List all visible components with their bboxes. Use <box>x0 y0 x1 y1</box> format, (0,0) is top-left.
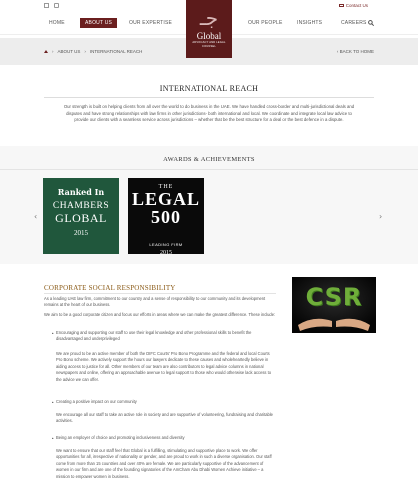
intro-text: Our strength is built on helping clients from all over the world to do business in the UAE. We have handled cross-border and multi-jurisdictional deals and disputes and have strong relationships with law firms in other jurisdictions- both international and local. We coordinate and integrate local law advice to provide our clients with a seamless service across jurisdictions – whether that be the best structure for a deal or the best defence in a dispute. <box>63 104 355 123</box>
bullet-icon: • <box>52 331 54 336</box>
breadcrumb-current: INTERNATIONAL REACH <box>89 49 143 54</box>
csr-bullet: Being an employer of choice and promoting inclusiveness and diversity <box>56 435 185 440</box>
chevron-left-icon: ‹ <box>336 49 340 54</box>
bullet-icon: • <box>52 400 54 405</box>
nav-about-us[interactable]: ABOUT US <box>80 18 117 28</box>
csr-image-text: CSR <box>305 283 363 311</box>
breadcrumb-about-us[interactable]: ABOUT US <box>57 49 81 54</box>
legal-500-award[interactable] <box>128 178 204 254</box>
award-line: Ranked In <box>57 187 105 197</box>
csr-heading: CORPORATE SOCIAL RESPONSIBILITY <box>44 284 176 292</box>
divider <box>44 293 276 294</box>
award-year: 2015 <box>160 250 172 256</box>
bullet-icon: • <box>52 436 54 441</box>
contact-us-label: Contact Us <box>345 3 368 8</box>
breadcrumb <box>44 49 142 54</box>
awards-heading: AWARDS & ACHIEVEMENTS <box>163 156 255 163</box>
csr-paragraph: We encourage all our staff to take an active role in society and are supportive of volunteering, fundraising and charitable activities. <box>56 412 273 424</box>
carousel-prev-icon[interactable]: ‹ <box>34 212 38 221</box>
csr-image <box>292 277 376 333</box>
global-logo[interactable] <box>186 0 232 58</box>
csr-paragraph: We want to ensure that our staff feel that Global is a fulfilling, stimulating and supportive place to work. We offer opportunities for all, irrespective of nationality or gender, and are proud to work in such a diverse organisation. Our staff come from more than 15 countries and over 40% are female. We are particularly supportive of the advancement of women in our firm and are one of the founding signatories of the AmCham Abu Dhabi Women Achieve initiative – a mission to empower women in business. <box>56 448 272 479</box>
awards-section <box>0 146 418 264</box>
divider <box>0 169 418 170</box>
back-to-home-label: BACK TO HOME <box>339 49 374 54</box>
back-to-home-link[interactable] <box>337 49 374 54</box>
nav-our-expertise[interactable]: OUR EXPERTISE <box>129 20 173 26</box>
envelope-icon <box>339 4 344 8</box>
logo-emblem-icon: جـ <box>199 6 219 30</box>
nav-careers[interactable]: CAREERS <box>341 20 367 26</box>
nav-insights[interactable]: INSIGHTS <box>297 20 323 26</box>
breadcrumb-separator: › <box>52 49 54 54</box>
search-icon[interactable] <box>368 20 374 26</box>
csr-bullet: Creating a positive impact on our community <box>56 399 137 404</box>
breadcrumb-separator: › <box>84 49 86 54</box>
logo-subtitle: ADVOCACY AND LEGAL COUNSEL <box>192 41 226 48</box>
home-icon[interactable] <box>44 50 48 53</box>
award-line: GLOBAL <box>55 211 107 225</box>
carousel-next-icon[interactable]: › <box>379 212 383 221</box>
page-title: INTERNATIONAL REACH <box>159 84 259 93</box>
award-year: 2015 <box>74 229 88 237</box>
nav-our-people[interactable]: OUR PEOPLE <box>248 20 283 26</box>
award-line: LEADING FIRM <box>149 242 183 247</box>
chambers-global-award[interactable] <box>43 178 119 254</box>
csr-bullet: Encouraging and supporting our staff to use their legal knowledge and other professional skills to benefit the disadvantaged and underprivileged <box>56 330 252 342</box>
csr-paragraph: We aim to be a good corporate citizen and focus our efforts in areas where we can make the greatest difference. These include: <box>44 312 276 317</box>
email-icon[interactable] <box>44 3 49 8</box>
divider <box>44 97 374 98</box>
contact-us-link[interactable] <box>339 3 368 8</box>
csr-paragraph: As a leading UAE law firm, commitment to our country and a sense of responsibility to our community and its development remains at the heart of our business. <box>44 296 266 308</box>
award-line: THE <box>158 184 174 190</box>
printer-icon[interactable] <box>54 3 59 8</box>
award-line: CHAMBERS <box>52 201 110 211</box>
logo-name: Global <box>196 31 222 41</box>
nav-home[interactable]: HOME <box>49 20 65 26</box>
csr-paragraph: We are proud to be an active member of both the DIFC Courts' Pro Bono Programme and the federal and local Courts Pro Bono scheme. We actively support the hours our lawyers dedicate to these causes and wholeheartedly believe in aiding access to justice for all. Other members of our team are also contributors to legal advice columns in national newspapers and online, offering an approachable avenue to legal support to those who would otherwise lack access to the advice we can offer. <box>56 351 271 382</box>
award-line: LEGAL 500 <box>131 189 201 227</box>
